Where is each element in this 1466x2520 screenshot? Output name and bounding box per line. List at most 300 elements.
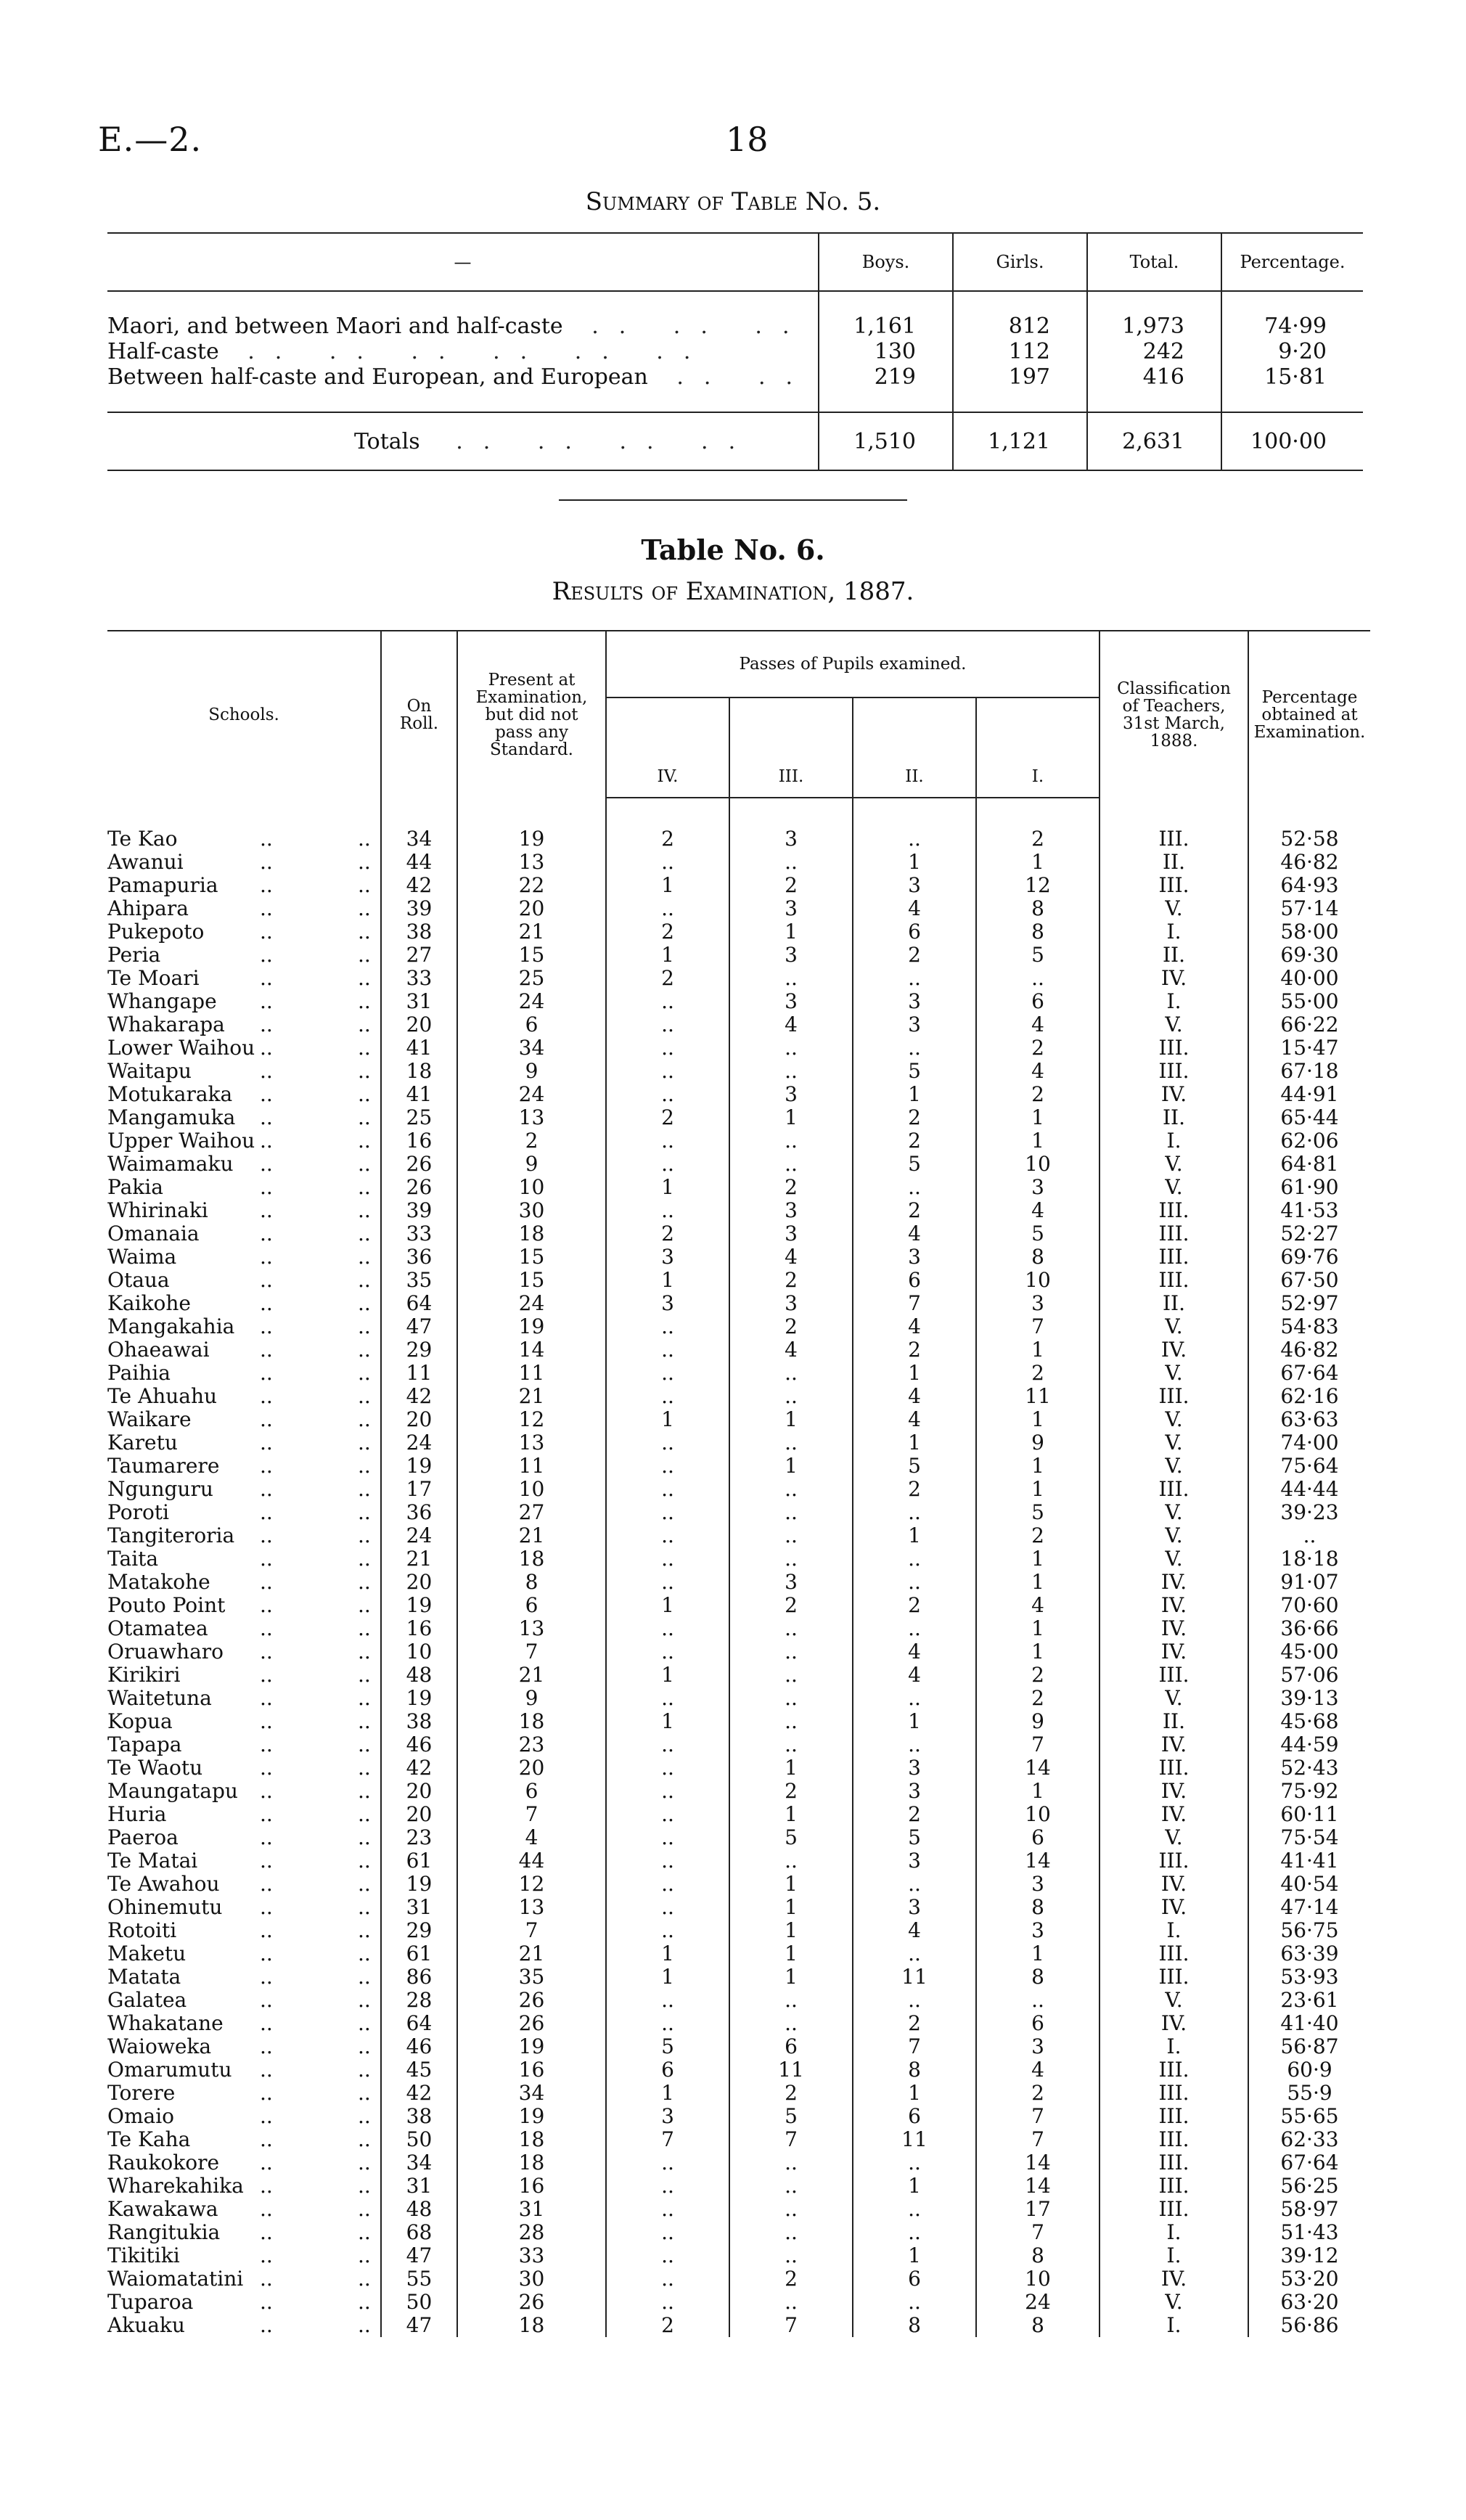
school-name: Oruawharo xyxy=(107,1640,224,1664)
leader-dots: .. xyxy=(260,966,273,990)
standard-iii-value: .. xyxy=(729,1362,853,1385)
school-name: Te Ahuahu xyxy=(107,1384,218,1408)
present-value: 20 xyxy=(457,1756,606,1780)
standard-ii-value: .. xyxy=(853,2221,976,2244)
teacher-classification: IV. xyxy=(1100,967,1248,990)
percentage-value: 55·9 xyxy=(1248,2082,1370,2105)
percentage-value: 39·12 xyxy=(1248,2244,1370,2267)
school-name: Te Matai xyxy=(107,1849,198,1873)
header-standard-iv: IV. xyxy=(606,698,729,798)
school-name: Kopua xyxy=(107,1709,173,1733)
standard-iv-value: .. xyxy=(606,1617,729,1640)
on-roll-value: 16 xyxy=(381,1617,457,1640)
standard-iii-value: .. xyxy=(729,1849,853,1873)
percentage-value: 39·23 xyxy=(1248,1501,1370,1524)
standard-ii-value: 2 xyxy=(853,1478,976,1501)
standard-ii-value: 2 xyxy=(853,1129,976,1153)
school-name: Ngunguru xyxy=(107,1477,213,1501)
standard-i-value: 2 xyxy=(976,2082,1100,2105)
leader-dots: .. xyxy=(260,1129,273,1153)
table-row xyxy=(107,1222,1370,1245)
percentage-value: 63·20 xyxy=(1248,2291,1370,2314)
standard-iii-value: .. xyxy=(729,1617,853,1640)
standard-i-value: 14 xyxy=(976,2175,1100,2198)
standard-i-value: 2 xyxy=(976,1664,1100,1687)
standard-iv-value: .. xyxy=(606,1501,729,1524)
leader-dots: .. xyxy=(358,1802,371,1826)
leader-dots: .. xyxy=(358,1616,371,1640)
school-name: Kirikiri xyxy=(107,1663,181,1687)
on-roll-value: 36 xyxy=(381,1245,457,1269)
present-value: 24 xyxy=(457,1292,606,1315)
standard-iv-value: 1 xyxy=(606,1965,729,1989)
standard-i-value: 9 xyxy=(976,1710,1100,1733)
standard-iv-value: 1 xyxy=(606,1664,729,1687)
standard-iii-value: 3 xyxy=(729,1083,853,1106)
standard-iii-value: 3 xyxy=(729,1222,853,1245)
header-present-not-passed: Present at Examination, but did not pass any Standard. xyxy=(457,631,606,798)
on-roll-value: 20 xyxy=(381,1780,457,1803)
present-value: 33 xyxy=(457,2244,606,2267)
standard-i-value: 12 xyxy=(976,874,1100,897)
school-name: Raukokore xyxy=(107,2151,220,2175)
table-row xyxy=(107,2175,1370,2198)
standard-iii-value: 11 xyxy=(729,2058,853,2082)
school-name: Te Moari xyxy=(107,966,200,990)
standard-iii-value: 2 xyxy=(729,1315,853,1338)
teacher-classification: III. xyxy=(1100,798,1248,851)
teacher-classification: III. xyxy=(1100,1965,1248,1989)
on-roll-value: 33 xyxy=(381,967,457,990)
standard-iv-value: 3 xyxy=(606,1292,729,1315)
table-row xyxy=(107,2035,1370,2058)
leader-dots: .. xyxy=(260,2174,273,2198)
teacher-classification: IV. xyxy=(1100,2012,1248,2035)
leader-dots: .. xyxy=(358,826,371,851)
standard-iii-value: 4 xyxy=(729,1013,853,1036)
standard-ii-value: 1 xyxy=(853,2244,976,2267)
school-name: Rotoiti xyxy=(107,1918,177,1942)
leader-dots: .. xyxy=(260,1082,273,1106)
present-value: 26 xyxy=(457,1989,606,2012)
table-row xyxy=(107,1780,1370,1803)
school-name: Waitetuna xyxy=(107,1686,212,1710)
standard-iv-value: 2 xyxy=(606,1106,729,1129)
leader-dots: .. xyxy=(260,1802,273,1826)
table-row xyxy=(107,1919,1370,1942)
standard-ii-value: 2 xyxy=(853,1803,976,1826)
leader-dots: .. xyxy=(260,1965,273,1989)
standard-iii-value: 6 xyxy=(729,2035,853,2058)
table-row xyxy=(107,1989,1370,2012)
on-roll-value: 16 xyxy=(381,1129,457,1153)
percentage-value: 44·44 xyxy=(1248,1478,1370,1501)
leader-dots: .. xyxy=(358,850,371,874)
leader-dots: .. xyxy=(260,1616,273,1640)
leader-dots: .. xyxy=(358,1222,371,1245)
present-value: 19 xyxy=(457,2035,606,2058)
school-name: Pakia xyxy=(107,1175,163,1199)
table-row xyxy=(107,1013,1370,1036)
standard-ii-value: 1 xyxy=(853,1431,976,1455)
teacher-classification: II. xyxy=(1100,851,1248,874)
on-roll-value: 20 xyxy=(381,1803,457,1826)
present-value: 21 xyxy=(457,1664,606,1687)
leader-dots: .. xyxy=(260,1338,273,1362)
standard-iii-value: .. xyxy=(729,1687,853,1710)
table-row xyxy=(107,2314,1370,2337)
standard-ii-value: 6 xyxy=(853,2105,976,2128)
standard-i-value: 10 xyxy=(976,1153,1100,1176)
leader-dots: .. xyxy=(358,873,371,897)
leader-dots: .. xyxy=(358,2104,371,2128)
standard-i-value: 7 xyxy=(976,2105,1100,2128)
school-name: Ohinemutu xyxy=(107,1895,223,1919)
leader-dots: .. xyxy=(260,1709,273,1733)
on-roll-value: 36 xyxy=(381,1501,457,1524)
results-table xyxy=(107,630,1370,2337)
standard-ii-value: 7 xyxy=(853,2035,976,2058)
leader-dots: .. xyxy=(358,989,371,1013)
on-roll-value: 19 xyxy=(381,1594,457,1617)
on-roll-value: 31 xyxy=(381,1896,457,1919)
on-roll-value: 31 xyxy=(381,2175,457,2198)
standard-iv-value: .. xyxy=(606,1036,729,1060)
table-row xyxy=(107,2058,1370,2082)
standard-ii-value: 1 xyxy=(853,2082,976,2105)
standard-ii-value: 3 xyxy=(853,1849,976,1873)
standard-ii-value: 5 xyxy=(853,1455,976,1478)
present-value: 15 xyxy=(457,1269,606,1292)
standard-ii-value: 4 xyxy=(853,1315,976,1338)
school-name: Karetu xyxy=(107,1431,178,1455)
standard-iv-value: .. xyxy=(606,1826,729,1849)
standard-i-value: 11 xyxy=(976,1385,1100,1408)
standard-ii-value: 4 xyxy=(853,1408,976,1431)
school-name: Paeroa xyxy=(107,1825,179,1849)
standard-i-value: 3 xyxy=(976,2035,1100,2058)
standard-ii-value: .. xyxy=(853,1547,976,1571)
standard-i-value: 6 xyxy=(976,990,1100,1013)
percentage-value: 70·60 xyxy=(1248,1594,1370,1617)
leader-dots: .. xyxy=(358,1965,371,1989)
standard-iv-value: .. xyxy=(606,1803,729,1826)
table-row xyxy=(107,1060,1370,1083)
teacher-classification: V. xyxy=(1100,1176,1248,1199)
summary-row xyxy=(107,291,1363,339)
standard-ii-value: .. xyxy=(853,1733,976,1756)
standard-i-value: 4 xyxy=(976,2058,1100,2082)
teacher-classification: II. xyxy=(1100,1292,1248,1315)
header-schools: Schools. xyxy=(208,705,279,724)
leader-dots: .. xyxy=(358,1338,371,1362)
percentage-value: 46·82 xyxy=(1248,851,1370,874)
standard-i-value: 9 xyxy=(976,1431,1100,1455)
standard-iii-value: .. xyxy=(729,2221,853,2244)
on-roll-value: 33 xyxy=(381,1222,457,1245)
leader-dots: .. xyxy=(260,2313,273,2337)
standard-iii-value: 4 xyxy=(729,1338,853,1362)
on-roll-value: 29 xyxy=(381,1919,457,1942)
standard-ii-value: .. xyxy=(853,798,976,851)
leader-dots: .. xyxy=(358,1849,371,1873)
percentage-value: 41·53 xyxy=(1248,1199,1370,1222)
leader-dots: .. xyxy=(358,1036,371,1060)
teacher-classification: IV. xyxy=(1100,1733,1248,1756)
present-value: 24 xyxy=(457,1083,606,1106)
total-value: 416 xyxy=(1087,364,1221,412)
percentage-value: 91·07 xyxy=(1248,1571,1370,1594)
leader-dots: .. xyxy=(260,2011,273,2035)
leader-dots: .. xyxy=(358,1268,371,1292)
on-roll-value: 26 xyxy=(381,1176,457,1199)
percentage-value: 44·59 xyxy=(1248,1733,1370,1756)
school-name: Upper Waihou xyxy=(107,1129,255,1153)
standard-iii-value: 5 xyxy=(729,1826,853,1849)
standard-ii-value: 5 xyxy=(853,1153,976,1176)
school-name: Akuaku xyxy=(107,2313,185,2337)
table-row xyxy=(107,2198,1370,2221)
present-value: 21 xyxy=(457,1524,606,1547)
present-value: 13 xyxy=(457,1617,606,1640)
present-value: 16 xyxy=(457,2175,606,2198)
standard-ii-value: .. xyxy=(853,2291,976,2314)
school-name: Tangiteroria xyxy=(107,1523,235,1547)
standard-iii-value: .. xyxy=(729,1129,853,1153)
present-value: 12 xyxy=(457,1408,606,1431)
standard-i-value: 1 xyxy=(976,851,1100,874)
standard-iv-value: .. xyxy=(606,1362,729,1385)
school-name: Wharekahika xyxy=(107,2174,244,2198)
standard-iv-value: .. xyxy=(606,897,729,920)
school-name: Ohaeawai xyxy=(107,1338,210,1362)
leader-dots: .. xyxy=(358,2290,371,2314)
standard-ii-value: .. xyxy=(853,967,976,990)
school-name: Tikitiki xyxy=(107,2243,180,2267)
standard-iii-value: .. xyxy=(729,1036,853,1060)
on-roll-value: 48 xyxy=(381,2198,457,2221)
standard-iv-value: .. xyxy=(606,1478,729,1501)
standard-iv-value: 5 xyxy=(606,2035,729,2058)
teacher-classification: I. xyxy=(1100,990,1248,1013)
leader-dots: .. .. .. xyxy=(591,314,810,339)
percentage-value: 52·43 xyxy=(1248,1756,1370,1780)
standard-ii-value: 4 xyxy=(853,1222,976,1245)
school-name: Taumarere xyxy=(107,1454,220,1478)
teacher-classification: II. xyxy=(1100,1710,1248,1733)
standard-iv-value: .. xyxy=(606,1153,729,1176)
table-row xyxy=(107,1153,1370,1176)
table-row xyxy=(107,2151,1370,2175)
standard-iii-value: .. xyxy=(729,1547,853,1571)
standard-iii-value: 3 xyxy=(729,897,853,920)
table-row xyxy=(107,2128,1370,2151)
on-roll-value: 47 xyxy=(381,1315,457,1338)
present-value: 10 xyxy=(457,1478,606,1501)
standard-i-value: 4 xyxy=(976,1060,1100,1083)
table-row xyxy=(107,1710,1370,1733)
totals-girls: 1,121 xyxy=(953,412,1087,470)
present-value: 6 xyxy=(457,1594,606,1617)
standard-iii-value: 3 xyxy=(729,944,853,967)
school-name: Whakatane xyxy=(107,2011,224,2035)
standard-i-value: 2 xyxy=(976,1524,1100,1547)
on-roll-value: 55 xyxy=(381,2267,457,2291)
percentage-value: 55·00 xyxy=(1248,990,1370,1013)
school-name: Kaikohe xyxy=(107,1291,191,1315)
standard-iv-value: .. xyxy=(606,1640,729,1664)
percentage-value: 56·25 xyxy=(1248,2175,1370,2198)
teacher-classification: III. xyxy=(1100,1199,1248,1222)
table-row xyxy=(107,1873,1370,1896)
boys-value: 219 xyxy=(819,364,953,412)
leader-dots: .. xyxy=(260,1918,273,1942)
leader-dots: .. xyxy=(358,1105,371,1129)
leader-dots: .. xyxy=(358,2151,371,2175)
school-name: Waima xyxy=(107,1245,177,1269)
standard-ii-value: 3 xyxy=(853,1896,976,1919)
leader-dots: .. xyxy=(260,1477,273,1501)
teacher-classification: IV. xyxy=(1100,1594,1248,1617)
leader-dots: .. xyxy=(358,2058,371,2082)
header-passes-group: Passes of Pupils examined. xyxy=(606,631,1100,698)
standard-iii-value: 1 xyxy=(729,1965,853,1989)
table-row xyxy=(107,1362,1370,1385)
header-classification: Classification of Teachers, 31st March, 1888. xyxy=(1100,631,1248,798)
school-name: Pouto Point xyxy=(107,1593,226,1617)
present-value: 21 xyxy=(457,1385,606,1408)
standard-iv-value: .. xyxy=(606,1733,729,1756)
standard-ii-value: .. xyxy=(853,1873,976,1896)
present-value: 30 xyxy=(457,2267,606,2291)
present-value: 19 xyxy=(457,2105,606,2128)
table-row xyxy=(107,1176,1370,1199)
standard-iii-value: 1 xyxy=(729,1756,853,1780)
percentage-value: 67·50 xyxy=(1248,1269,1370,1292)
standard-iii-value: .. xyxy=(729,1060,853,1083)
standard-iv-value: 1 xyxy=(606,874,729,897)
teacher-classification: V. xyxy=(1100,897,1248,920)
percentage-value: 39·13 xyxy=(1248,1687,1370,1710)
leader-dots: .. xyxy=(260,2243,273,2267)
leader-dots: .. xyxy=(358,1175,371,1199)
table-row xyxy=(107,1501,1370,1524)
standard-ii-value: 3 xyxy=(853,1013,976,1036)
table-row xyxy=(107,1896,1370,1919)
leader-dots: .. xyxy=(260,850,273,874)
leader-dots: .. xyxy=(260,2220,273,2244)
standard-iii-value: .. xyxy=(729,1733,853,1756)
totals-boys: 1,510 xyxy=(819,412,953,470)
school-name: Waitapu xyxy=(107,1059,192,1083)
standard-ii-value: 2 xyxy=(853,1199,976,1222)
standard-i-value: 6 xyxy=(976,2012,1100,2035)
results-table-title: Table No. 6. xyxy=(641,533,825,566)
standard-iii-value: .. xyxy=(729,2175,853,2198)
teacher-classification: III. xyxy=(1100,2151,1248,2175)
percentage-value: 56·86 xyxy=(1248,2314,1370,2337)
on-roll-value: 46 xyxy=(381,1733,457,1756)
present-value: 18 xyxy=(457,2151,606,2175)
school-name: Maungatapu xyxy=(107,1779,238,1803)
teacher-classification: IV. xyxy=(1100,1617,1248,1640)
leader-dots: .. xyxy=(260,1314,273,1338)
teacher-classification: I. xyxy=(1100,1919,1248,1942)
leader-dots: .. xyxy=(358,966,371,990)
on-roll-value: 48 xyxy=(381,1664,457,1687)
school-name: Mangakahia xyxy=(107,1314,235,1338)
table-row xyxy=(107,1756,1370,1780)
standard-iv-value: .. xyxy=(606,1199,729,1222)
school-name: Whirinaki xyxy=(107,1198,208,1222)
on-roll-value: 50 xyxy=(381,2128,457,2151)
standard-iii-value: .. xyxy=(729,967,853,990)
leader-dots: .. xyxy=(260,1036,273,1060)
teacher-classification: I. xyxy=(1100,920,1248,944)
teacher-classification: V. xyxy=(1100,1455,1248,1478)
row-label: Between half-caste and European, and European xyxy=(107,364,648,390)
percentage-value: 23·61 xyxy=(1248,1989,1370,2012)
standard-iv-value: .. xyxy=(606,1849,729,1873)
school-name: Otamatea xyxy=(107,1616,208,1640)
on-roll-value: 42 xyxy=(381,874,457,897)
teacher-classification: I. xyxy=(1100,2244,1248,2267)
standard-ii-value: 2 xyxy=(853,1106,976,1129)
leader-dots: .. xyxy=(260,826,273,851)
on-roll-value: 10 xyxy=(381,1640,457,1664)
school-name: Maketu xyxy=(107,1942,187,1965)
on-roll-value: 34 xyxy=(381,2151,457,2175)
row-label: Maori, and between Maori and half-caste xyxy=(107,314,563,339)
teacher-classification: III. xyxy=(1100,1942,1248,1965)
standard-iii-value: .. xyxy=(729,1501,853,1524)
leader-dots: .. xyxy=(260,1686,273,1710)
table-row xyxy=(107,1338,1370,1362)
table-row xyxy=(107,990,1370,1013)
percentage-value: 44·91 xyxy=(1248,1083,1370,1106)
present-value: 18 xyxy=(457,2314,606,2337)
standard-ii-value: 1 xyxy=(853,1710,976,1733)
percentage-value: 62·16 xyxy=(1248,1385,1370,1408)
percentage-value: 56·87 xyxy=(1248,2035,1370,2058)
summary-totals-row xyxy=(107,412,1363,470)
teacher-classification: V. xyxy=(1100,1408,1248,1431)
teacher-classification: III. xyxy=(1100,2082,1248,2105)
leader-dots: .. xyxy=(260,1640,273,1664)
leader-dots: .. xyxy=(358,1663,371,1687)
summary-row xyxy=(107,364,1363,412)
leader-dots: .. xyxy=(358,1152,371,1176)
standard-ii-value: .. xyxy=(853,1989,976,2012)
table-row xyxy=(107,2012,1370,2035)
leader-dots: .. xyxy=(358,1431,371,1455)
present-value: 19 xyxy=(457,1315,606,1338)
standard-ii-value: 6 xyxy=(853,920,976,944)
present-value: 13 xyxy=(457,851,606,874)
present-value: 6 xyxy=(457,1780,606,1803)
standard-iv-value: .. xyxy=(606,1524,729,1547)
table-row xyxy=(107,1036,1370,1060)
leader-dots: .. xyxy=(358,1059,371,1083)
percentage-value: 64·81 xyxy=(1248,1153,1370,1176)
teacher-classification: III. xyxy=(1100,1478,1248,1501)
section-divider xyxy=(559,499,907,501)
girls-value: 197 xyxy=(953,364,1087,412)
standard-i-value: 8 xyxy=(976,2244,1100,2267)
present-value: 34 xyxy=(457,1036,606,1060)
standard-iii-value: 1 xyxy=(729,920,853,944)
standard-ii-value: 4 xyxy=(853,1385,976,1408)
